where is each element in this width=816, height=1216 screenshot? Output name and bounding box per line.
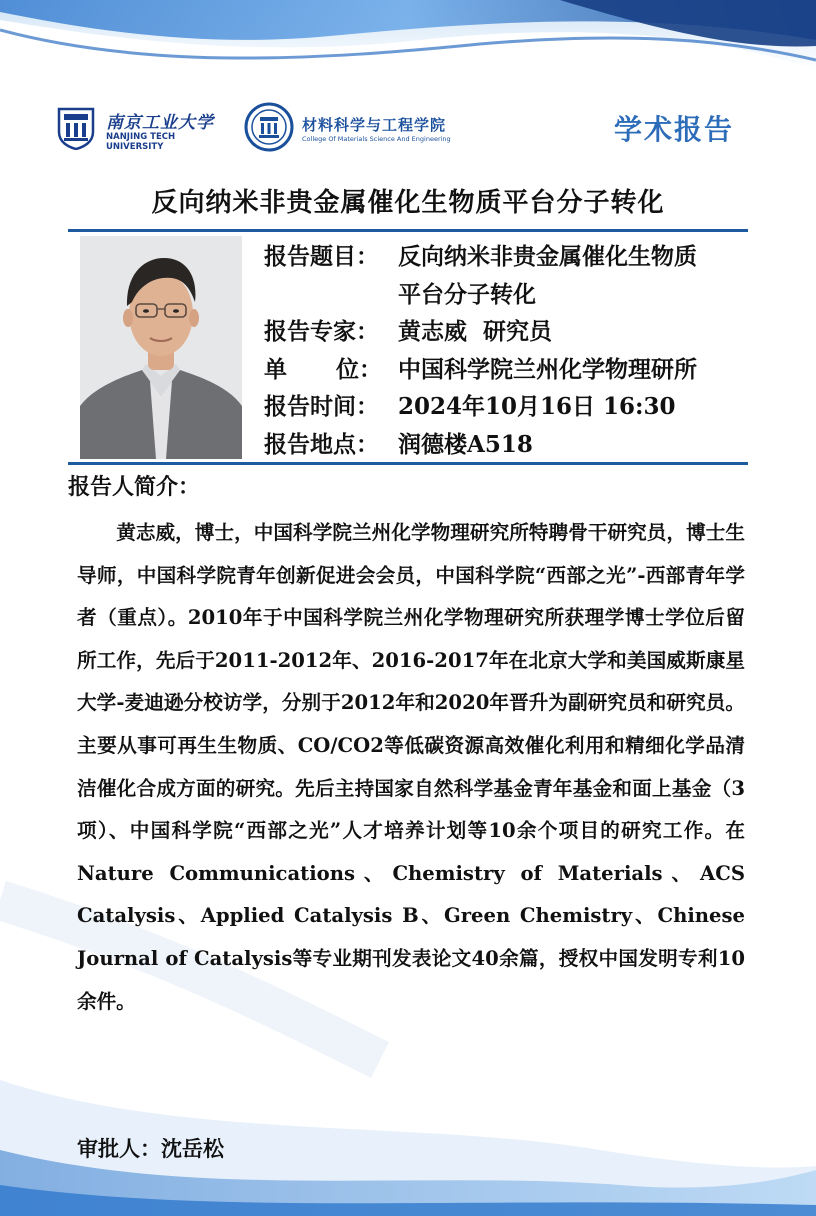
report-info [264, 238, 754, 463]
unit-label [264, 351, 382, 389]
time-value: 2024年10月16日 16:30 [398, 393, 676, 420]
approver: 审批人：沈岳松 [77, 1136, 224, 1161]
time-label: 报告时间： [264, 393, 379, 420]
divider-bottom [68, 462, 748, 465]
info-time-row [264, 388, 754, 426]
bio-text: 黄志威，博士，中国科学院兰州化学物理研究所特聘骨干研究员，博士生导师，中国科学院青年创新促进会会员，中国科学院“西部之光”-西部青年学者（重点）。2010年于中国科学院兰州化学物理研究所获理学博士学位后留所工作，先后于2011-2012年、2016-2017年在北京大学和美国威斯康星大学-麦迪逊分校访学，分别于2012年和2020年晋升为副研究员和研究员。主要从事可再生生物质、CO/CO2等低碳资源高效催化利用和精细化学品清洁催化合成方面的研究。先后主持国家自然科学基金青年基金和面上基金（3项）、中国科学院“西部之光”人才培养计划等10余个项目的研究工作。在Nature Communications、Chemistry of Materials、ACS Catalysis、Applied Catalysis B、Green Chemistry、Chinese Journal of Catalysis等专业期刊发表论文40余篇，授权中国发明专利10余件。 [77, 521, 745, 1013]
bio-heading: 报告人简介： [68, 474, 201, 500]
university-name-en-line2: UNIVERSITY [106, 142, 164, 152]
speaker-value: 黄志威 研究员 [398, 318, 553, 345]
unit-label-char2: 位： [336, 355, 382, 383]
divider-top [68, 229, 748, 232]
university-logo [56, 106, 214, 154]
page-title: 反向纳米非贵金属催化生物质平台分子转化 [151, 188, 665, 218]
info-unit-row [264, 351, 754, 389]
info-place-row [264, 426, 754, 464]
university-name-en-line1: NANJING TECH [106, 132, 176, 142]
speaker-label: 报告专家： [264, 318, 379, 345]
place-label: 报告地点： [264, 430, 379, 458]
info-topic-row-2 [264, 276, 754, 314]
unit-label-char1: 单 [264, 355, 287, 383]
info-speaker-row [264, 313, 754, 351]
college-name-cn: 材料科学与工程学院 [302, 116, 447, 134]
info-topic-row [264, 238, 754, 276]
college-name-en: College Of Materials Science And Engineering [302, 135, 451, 143]
topic-value-line1: 反向纳米非贵金属催化生物质 [398, 243, 697, 270]
speaker-photo [80, 236, 242, 459]
university-name-cn: 南京工业大学 [106, 113, 214, 133]
college-badge-icon [244, 102, 294, 152]
university-name-en [106, 132, 175, 152]
college-logo [244, 102, 484, 156]
unit-value: 中国科学院兰州化学物理研所 [398, 355, 697, 383]
place-value: 润德楼A518 [398, 430, 533, 458]
topic-label: 报告题目： [264, 243, 379, 270]
university-badge-icon [56, 106, 96, 150]
speaker-portrait-icon [80, 236, 242, 459]
topic-value-line2: 平台分子转化 [398, 280, 536, 308]
header-tag: 学术报告 [614, 113, 735, 146]
